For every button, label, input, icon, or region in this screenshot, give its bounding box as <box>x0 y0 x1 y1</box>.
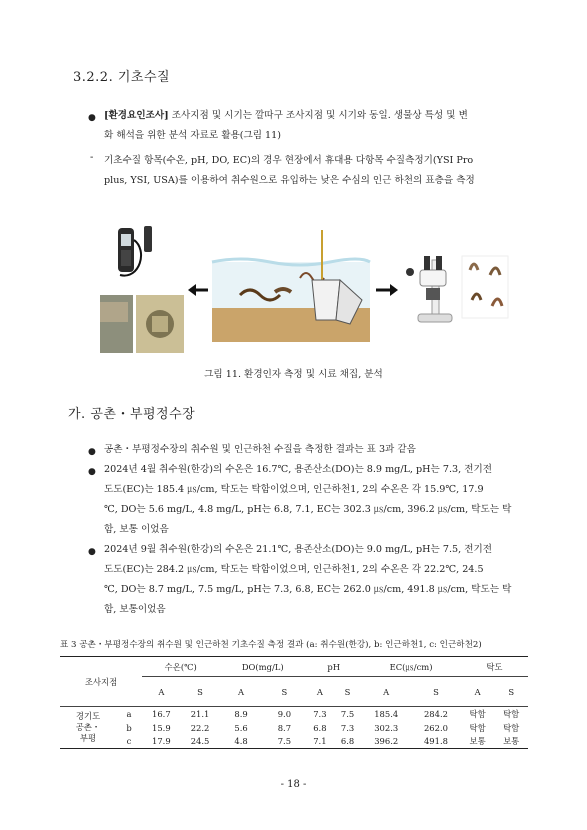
dash-line2: plus, YSI, USA)를 이용하여 취수원으로 유입하는 낮은 수심의 인근 하천의 표층을 측정 <box>104 175 475 186</box>
bullet-dot: ● <box>88 113 96 123</box>
table-cell: 16.7 <box>152 708 171 719</box>
col-header-do: DO(mg/L) <box>219 657 306 677</box>
row-id: a <box>126 708 132 719</box>
table-cell: 17.9 <box>142 735 181 749</box>
section-title: 3.2.2. 기초수질 <box>73 70 171 85</box>
table-cell: 21.1 <box>190 708 210 719</box>
table-cell: 22.2 <box>190 722 210 733</box>
col-header-ph: pH <box>306 657 361 677</box>
bullet-line: 2024년 4월 취수원(한강)의 수온은 16.7℃, 용존산소(DO)는 8.9 mg/L, pH는 7.3, 전기전 <box>104 464 492 475</box>
bullet-dot: ● <box>88 447 96 457</box>
corner-header: 조사지점 <box>60 657 142 707</box>
sub-header: S <box>181 677 220 707</box>
table-cell: 7.3 <box>313 708 327 719</box>
bullet-line: ℃, DO는 5.6 mg/L, 4.8 mg/L, pH는 6.8, 7.1, EC는 302.3 ㎲/cm, 396.2 ㎲/cm, 탁도는 탁 <box>104 504 512 515</box>
table-cell: 7.5 <box>340 708 355 719</box>
table-cell: 185.4 <box>374 708 399 719</box>
sub-header: A <box>461 677 495 707</box>
sub-header: S <box>494 677 528 707</box>
row-id: c <box>116 735 142 749</box>
bullet-line: 도도(EC)는 185.4 ㎲/cm, 탁도는 탁함이었으며, 인근하천1, 2의 수온은 각 15.9℃, 17.9 <box>104 484 484 495</box>
table-cell: 284.2 <box>423 708 448 719</box>
table-cell: 탁함 <box>503 708 520 719</box>
microscope-icon <box>406 256 452 322</box>
table-cell: 302.3 <box>374 722 399 733</box>
table-caption: 표 3 공촌・부평정수장의 취수원 및 인근하천 기초수질 측정 결과 (a: 취수원(한강), b: 인근하천1, c: 인근하천2) <box>60 640 482 650</box>
table-row <box>60 721 528 735</box>
water-quality-meter-icon <box>118 226 152 276</box>
col-header-temp: 수온(℃) <box>142 657 219 677</box>
sub-header: S <box>411 677 461 707</box>
bullet-env-factor <box>104 106 534 146</box>
table-cell: 7.5 <box>263 735 306 749</box>
bullet-line: 2024년 9월 취수원(한강)의 수온은 21.1℃, 용존산소(DO)는 9.0 mg/L, pH는 7.5, 전기전 <box>104 544 492 555</box>
dash-marker: - <box>90 152 94 163</box>
table-cell: 7.3 <box>340 722 355 733</box>
bullet-april-results <box>104 460 534 540</box>
specimen-samples <box>462 256 508 318</box>
field-sampling-figure <box>100 220 520 360</box>
sub-header: A <box>142 677 181 707</box>
env-survey-tag: [환경요인조사] <box>104 110 169 121</box>
bullet-line: ℃, DO는 8.7 mg/L, 7.5 mg/L, pH는 7.3, 6.8, EC는 262.0 ㎲/cm, 491.8 ㎲/cm, 탁도는 탁 <box>104 584 512 595</box>
table-cell: 9.0 <box>277 708 292 719</box>
bullet-env-line1: 조사지점 및 시기는 깔따구 조사지점 및 시기와 동일. 생물상 특성 및 변 <box>171 110 468 121</box>
table-cell: 탁함 <box>469 708 486 719</box>
table-cell: 탁함 <box>469 722 486 733</box>
table-cell: 탁함 <box>503 722 520 733</box>
bullet-line: 함, 보통 이었음 <box>104 524 169 535</box>
table-header-row <box>60 657 528 677</box>
bullet-env-line2: 화 해석을 위한 분석 자료로 활용(그림 11) <box>104 130 282 141</box>
table-cell: 396.2 <box>361 735 411 749</box>
page-number: - 18 - <box>280 779 307 790</box>
table-cell: 24.5 <box>181 735 220 749</box>
table-cell: 6.8 <box>334 735 362 749</box>
table-cell: 8.9 <box>234 708 248 719</box>
bullet-result-summary <box>104 440 534 460</box>
bullet-september-results <box>104 540 534 620</box>
river-sampling-scene <box>212 230 370 342</box>
bullet-line: 공촌・부평정수장의 취수원 및 인근하천 수질을 측정한 결과는 표 3과 같음 <box>104 444 416 455</box>
sub-header: S <box>263 677 306 707</box>
bullet-line: 함, 보통이었음 <box>104 604 166 615</box>
bullet-dot: ● <box>88 547 96 557</box>
table-cell: 6.8 <box>313 722 327 733</box>
table-cell: 262.0 <box>423 722 448 733</box>
row-id: b <box>126 722 132 733</box>
table-cell: 8.7 <box>277 722 292 733</box>
sub-header: A <box>306 677 334 707</box>
table-cell: 5.6 <box>234 722 248 733</box>
table-cell: 491.8 <box>411 735 461 749</box>
table-row <box>60 707 528 721</box>
bullet-line: 도도(EC)는 284.2 ㎲/cm, 탁도는 탁함이었으며, 인근하천1, 2의 수온은 각 22.2℃, 24.5 <box>104 564 484 575</box>
site-label: 경기도 공촌・ 부평 <box>60 707 116 749</box>
table-cell: 4.8 <box>219 735 262 749</box>
subsection-title: 가. 공촌・부평정수장 <box>68 407 196 422</box>
table-row <box>60 735 528 749</box>
sub-header: A <box>361 677 411 707</box>
figure-caption: 그림 11. 환경인자 측정 및 시료 채집, 분석 <box>204 369 383 380</box>
table-cell: 7.1 <box>306 735 334 749</box>
table-cell: 15.9 <box>152 722 171 733</box>
table-cell: 보통 <box>461 735 495 749</box>
col-header-turbidity: 탁도 <box>461 657 528 677</box>
bullet-dot: ● <box>88 467 96 477</box>
sub-header: S <box>334 677 362 707</box>
dash-line1: 기초수질 항목(수온, pH, DO, EC)의 경우 현장에서 휴대용 다항목 수질측정기(YSI Pro <box>104 155 474 166</box>
dash-item <box>104 151 534 191</box>
table-cell: 보통 <box>494 735 528 749</box>
water-quality-table <box>60 656 528 749</box>
col-header-ec: EC(㎲/cm) <box>361 657 460 677</box>
sub-header: A <box>219 677 262 707</box>
